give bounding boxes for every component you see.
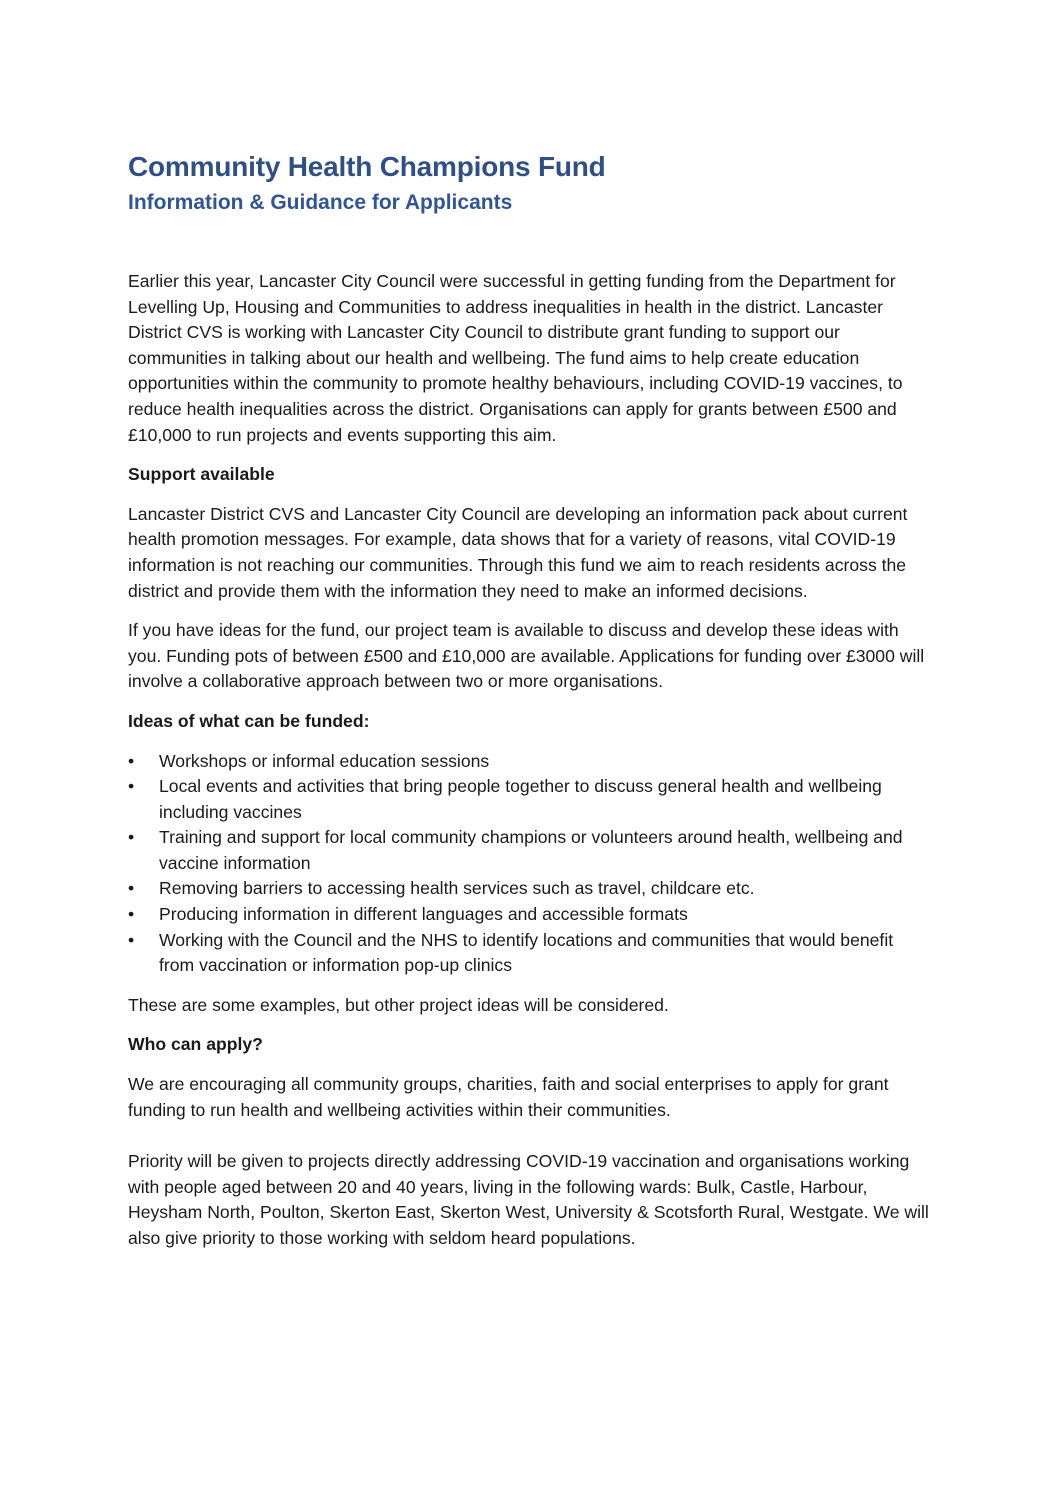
support-paragraph-2: If you have ideas for the fund, our project team is available to discuss and develop these ideas with you. Funding pots of between £500 and £10,000 are available. Applications for funding over £3000 will involve a collaborative approach between two or more organisations.: [128, 620, 925, 692]
bullet-icon: •: [128, 827, 135, 848]
list-item-text: Producing information in different languages and accessible formats: [159, 904, 688, 925]
list-item: [128, 774, 930, 825]
who-heading: Who can apply?: [128, 1034, 263, 1055]
document-body: [128, 148, 930, 1252]
list-item: [128, 902, 930, 928]
support-paragraph-1: Lancaster District CVS and Lancaster City Council are developing an information pack about current health promotion messages. For example, data shows that for a variety of reasons, vital COVID-19 information is not reaching our communities. Through this fund we aim to reach residents across the district and provide them with the information they need to make an informed decisions.: [128, 503, 908, 601]
bullet-icon: •: [128, 878, 135, 899]
list-item-text: Local events and activities that bring people together to discuss general health and wellbeing including vaccines: [159, 776, 882, 822]
bullet-icon: •: [128, 929, 135, 950]
list-item-text: Workshops or informal education sessions: [159, 750, 490, 771]
ideas-list: [128, 749, 930, 979]
who-paragraph-1: We are encouraging all community groups, charities, faith and social enterprises to apply for grant funding to run health and wellbeing activities within their communities.: [128, 1074, 889, 1120]
list-item: [128, 749, 930, 775]
ideas-closing: These are some examples, but other project ideas will be considered.: [128, 994, 669, 1015]
list-item: [128, 876, 930, 902]
list-item: [128, 928, 930, 979]
list-item-text: Training and support for local community champions or volunteers around health, wellbeing and vaccine information: [159, 827, 903, 873]
bullet-icon: •: [128, 904, 135, 925]
list-item: [128, 825, 930, 876]
bullet-icon: •: [128, 776, 135, 797]
who-paragraph-2: Priority will be given to projects directly addressing COVID-19 vaccination and organisations working with people aged between 20 and 40 years, living in the following wards: Bulk, Castle, Harbour, Heysham North, Poulton, Skerton East, Skerton West, University & Scotsforth Rural, Westgate. We will also give priority to those working with seldom heard populations.: [128, 1151, 929, 1248]
bullet-icon: •: [128, 750, 135, 771]
list-item-text: Removing barriers to accessing health services such as travel, childcare etc.: [159, 878, 755, 899]
list-item-text: Working with the Council and the NHS to identify locations and communities that would benefit from vaccination or information pop-up clinics: [159, 929, 894, 976]
ideas-heading: Ideas of what can be funded:: [128, 710, 370, 731]
page-title: Community Health Champions Fund: [128, 151, 606, 182]
intro-paragraph: Earlier this year, Lancaster City Council were successful in getting funding from the Department for Levelling Up, Housing and Communities to address inequalities in health in the district. Lancaster District CVS is working with Lancaster City Council to distribute grant funding to support our communities in talking about our health and wellbeing. The fund aims to help create education opportunities within the community to promote healthy behaviours, including COVID-19 vaccines, to reduce health inequalities across the district. Organisations can apply for grants between £500 and £10,000 to run projects and events supporting this aim.: [128, 271, 903, 445]
support-heading: Support available: [128, 464, 275, 485]
page-subtitle: Information & Guidance for Applicants: [128, 191, 513, 214]
